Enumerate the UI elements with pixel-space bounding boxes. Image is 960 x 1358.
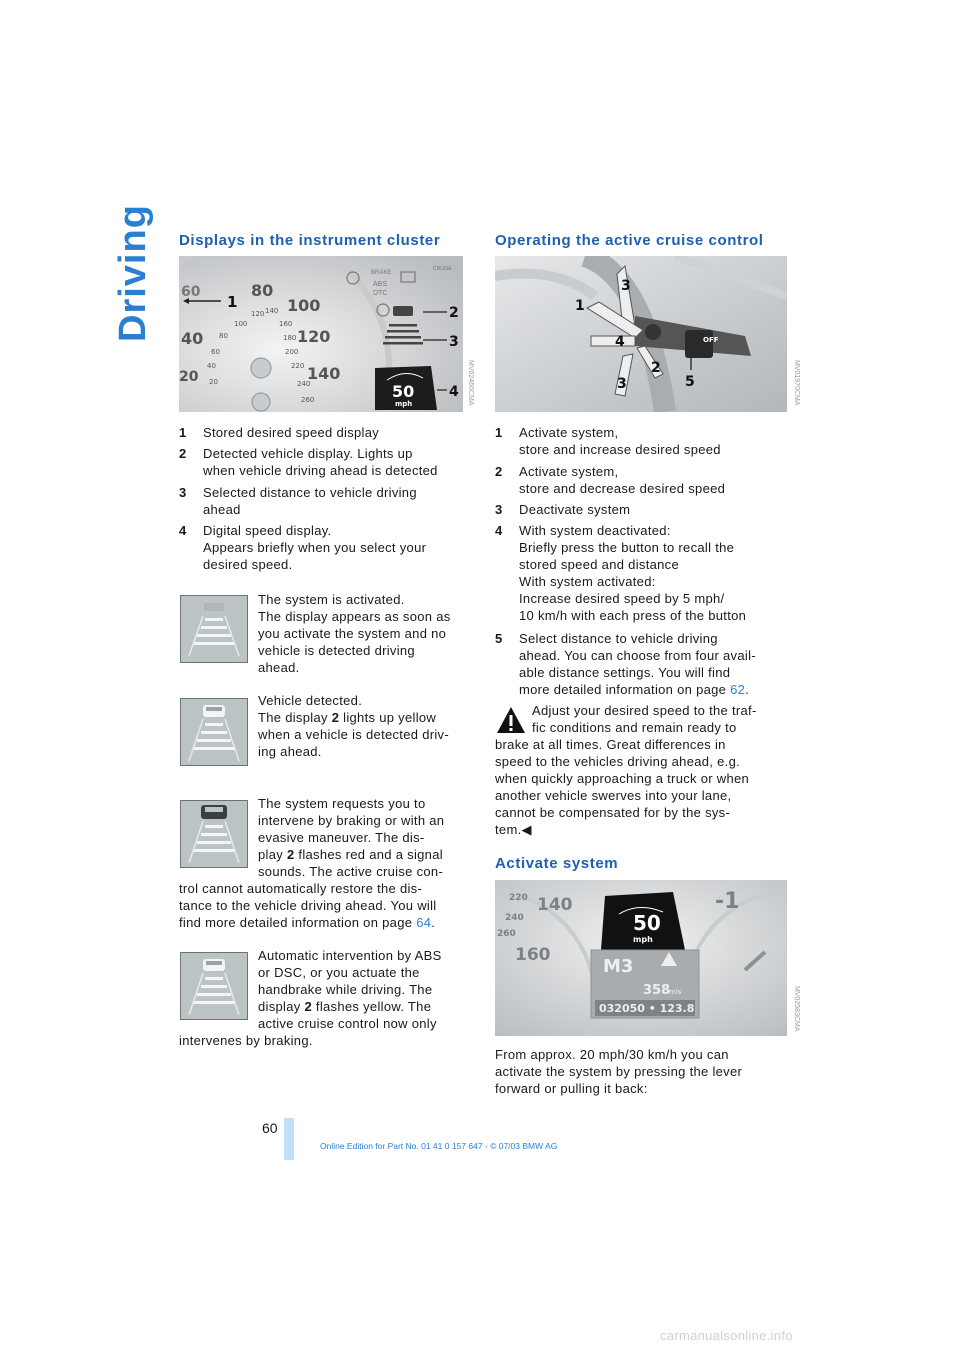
fig3-model: M3: [603, 956, 634, 977]
text-part: Select distance to vehicle driving ahead. You can choose from four avail- able distance settings. You will find more detailed information on page: [519, 631, 756, 697]
ref-number: 2: [286, 847, 295, 862]
text-part: brake at all times. Great differences in speed to the vehicles driving ahead, e.g. when quickly approaching a truck or when another vehicle swerves into your lane, cannot be compensated for by the sys- tem.: [495, 737, 750, 837]
figure-code-2: MV01970CMA: [793, 360, 800, 406]
svg-text:80: 80: [219, 332, 228, 340]
text-part: flashes red and a signal sounds. The active cruise con-: [258, 847, 444, 879]
svg-text:60: 60: [211, 348, 220, 356]
vehicle-detected-icon: [180, 698, 248, 766]
footer-text: Online Edition for Part No. 01 41 0 157 647 - © 07/03 BMW AG: [320, 1141, 558, 1151]
cruise-lever-figure: [495, 256, 787, 412]
svg-text:100: 100: [234, 320, 248, 328]
item-text: With system deactivated: Briefly press the button to recall the stored speed and distance With system activated: Increase desired speed by 5 mph/ 10 km/h with each press of the button: [519, 523, 747, 623]
svg-text:40: 40: [181, 329, 204, 348]
svg-text:60: 60: [181, 284, 201, 300]
figure-code-1: MV02460CMA: [467, 360, 474, 406]
item-num: 1: [495, 425, 503, 440]
item-text: Detected vehicle display. Lights up when vehicle driving ahead is detected: [203, 446, 438, 478]
state-intervene-text: [258, 795, 473, 880]
text-part: trol cannot automatically restore the dis- tance to the vehicle driving ahead. You will find more detailed information on page: [179, 881, 437, 930]
item-text: Activate system, store and increase desired speed: [519, 425, 721, 457]
svg-text:140: 140: [307, 364, 341, 383]
ref-number: 2: [304, 999, 313, 1014]
svg-text:20: 20: [209, 378, 218, 386]
right-heading: Operating the active cruise control: [495, 232, 764, 249]
fig1-speed: 50: [392, 382, 415, 401]
state-auto-text: [258, 947, 473, 1032]
fig3-unit: mph: [633, 935, 653, 944]
figure-code-3: MV02583CMA: [793, 986, 800, 1032]
scale-240: 240: [505, 913, 524, 923]
callout-1: 1: [575, 298, 585, 314]
item-num: 4: [495, 523, 503, 538]
activate-text: From approx. 20 mph/30 km/h you can activate the system by pressing the lever forward or pulling it back:: [495, 1047, 743, 1096]
acc-active-icon: [180, 595, 248, 663]
scale-140: 140: [537, 895, 573, 915]
item-num: 4: [179, 523, 187, 538]
section-title-text: Driving: [112, 204, 154, 342]
page-link-64[interactable]: 64: [416, 915, 432, 930]
svg-text:180: 180: [283, 334, 297, 342]
scale-220: 220: [509, 893, 528, 903]
svg-text:1: 1: [227, 293, 238, 311]
text-part: .: [431, 915, 436, 930]
svg-text:160: 160: [279, 320, 293, 328]
svg-text:140: 140: [265, 307, 279, 315]
item-num: 3: [495, 502, 503, 517]
item-text: Activate system, store and decrease desired speed: [519, 464, 726, 496]
item-text: Selected distance to vehicle driving ahead: [203, 485, 417, 517]
svg-text:100: 100: [287, 296, 321, 315]
item-text: [519, 630, 756, 698]
svg-text:240: 240: [297, 380, 311, 388]
item-text: Digital speed display. Appears briefly when you select your desired speed.: [203, 523, 427, 572]
page-marker-bar: [284, 1118, 294, 1160]
text-part: The system requests you to intervene by braking or with an evasive maneuver. The dis- play: [258, 796, 445, 862]
svg-text:ABS: ABS: [373, 281, 388, 288]
fig3-odo: 032050 • 123.8: [599, 1002, 695, 1015]
scale-minus1: -1: [715, 889, 740, 914]
svg-text:3: 3: [449, 334, 459, 350]
auto-intervention-icon: [180, 952, 248, 1020]
item-text: Stored desired speed display: [203, 425, 380, 440]
state-detected-text: [258, 692, 473, 760]
section-title: [112, 204, 154, 342]
svg-text:20: 20: [179, 369, 199, 385]
svg-text:4: 4: [449, 384, 459, 400]
fig3-range-unit: mls: [669, 988, 682, 996]
page-link-62[interactable]: 62: [730, 682, 746, 697]
text-part: Automatic intervention by ABS or DSC, or you actuate the handbrake while driving. The display: [258, 948, 442, 1014]
svg-text:80: 80: [251, 281, 274, 300]
svg-text:DTC: DTC: [373, 290, 388, 297]
text-part: .: [745, 682, 750, 697]
callout-4: 4: [615, 334, 625, 350]
svg-text:120: 120: [297, 327, 331, 346]
svg-text:220: 220: [291, 362, 305, 370]
scale-160: 160: [515, 945, 551, 965]
callout-3b: 3: [617, 376, 627, 392]
left-heading: Displays in the instrument cluster: [179, 232, 441, 249]
svg-text:CRUISE: CRUISE: [433, 266, 452, 272]
state-active-text: The system is activated. The display appears as soon as you activate the system and no vehicle is detected driving ahead.: [258, 592, 451, 675]
svg-text:2: 2: [449, 305, 459, 321]
fig3-speed: 50: [633, 911, 661, 935]
callout-3a: 3: [621, 278, 631, 294]
callout-2: 2: [651, 360, 661, 376]
item-num: 3: [179, 485, 187, 500]
text-part: lights up yellow when a vehicle is detected driv- ing ahead.: [258, 710, 449, 759]
svg-text:40: 40: [207, 362, 216, 370]
instrument-cluster-figure: [179, 256, 463, 412]
warning-icon: [496, 706, 526, 734]
intervene-request-icon: [180, 800, 248, 868]
ref-number: 2: [331, 710, 340, 725]
svg-text:120: 120: [251, 310, 265, 318]
item-num: 5: [495, 631, 503, 646]
fig1-unit: mph: [395, 400, 413, 408]
lever-off-label: OFF: [703, 336, 719, 344]
svg-text:260: 260: [301, 396, 315, 404]
fig3-range: 358: [643, 983, 671, 998]
state-auto-text-cont: intervenes by braking.: [179, 1033, 313, 1048]
svg-text:BRAKE: BRAKE: [371, 270, 392, 276]
text-part: Vehicle detected. The display: [258, 693, 363, 725]
item-num: 2: [179, 446, 187, 461]
watermark: carmanualsonline.info: [660, 1328, 793, 1343]
warning-text-cont: [495, 736, 793, 838]
item-text: Deactivate system: [519, 502, 631, 517]
page-number: 60: [262, 1120, 278, 1136]
text-part: flashes yellow. The active cruise control now only: [258, 999, 437, 1031]
item-num: 1: [179, 425, 187, 440]
end-mark: ◀: [521, 822, 532, 837]
warning-text: Adjust your desired speed to the traf- fic conditions and remain ready to: [532, 703, 757, 735]
svg-text:200: 200: [285, 348, 299, 356]
item-num: 2: [495, 464, 503, 479]
activate-subheading: Activate system: [495, 855, 619, 872]
state-intervene-text-cont: [179, 880, 473, 931]
scale-260: 260: [497, 929, 516, 939]
speed-display-figure: [495, 880, 787, 1036]
callout-5: 5: [685, 374, 695, 390]
